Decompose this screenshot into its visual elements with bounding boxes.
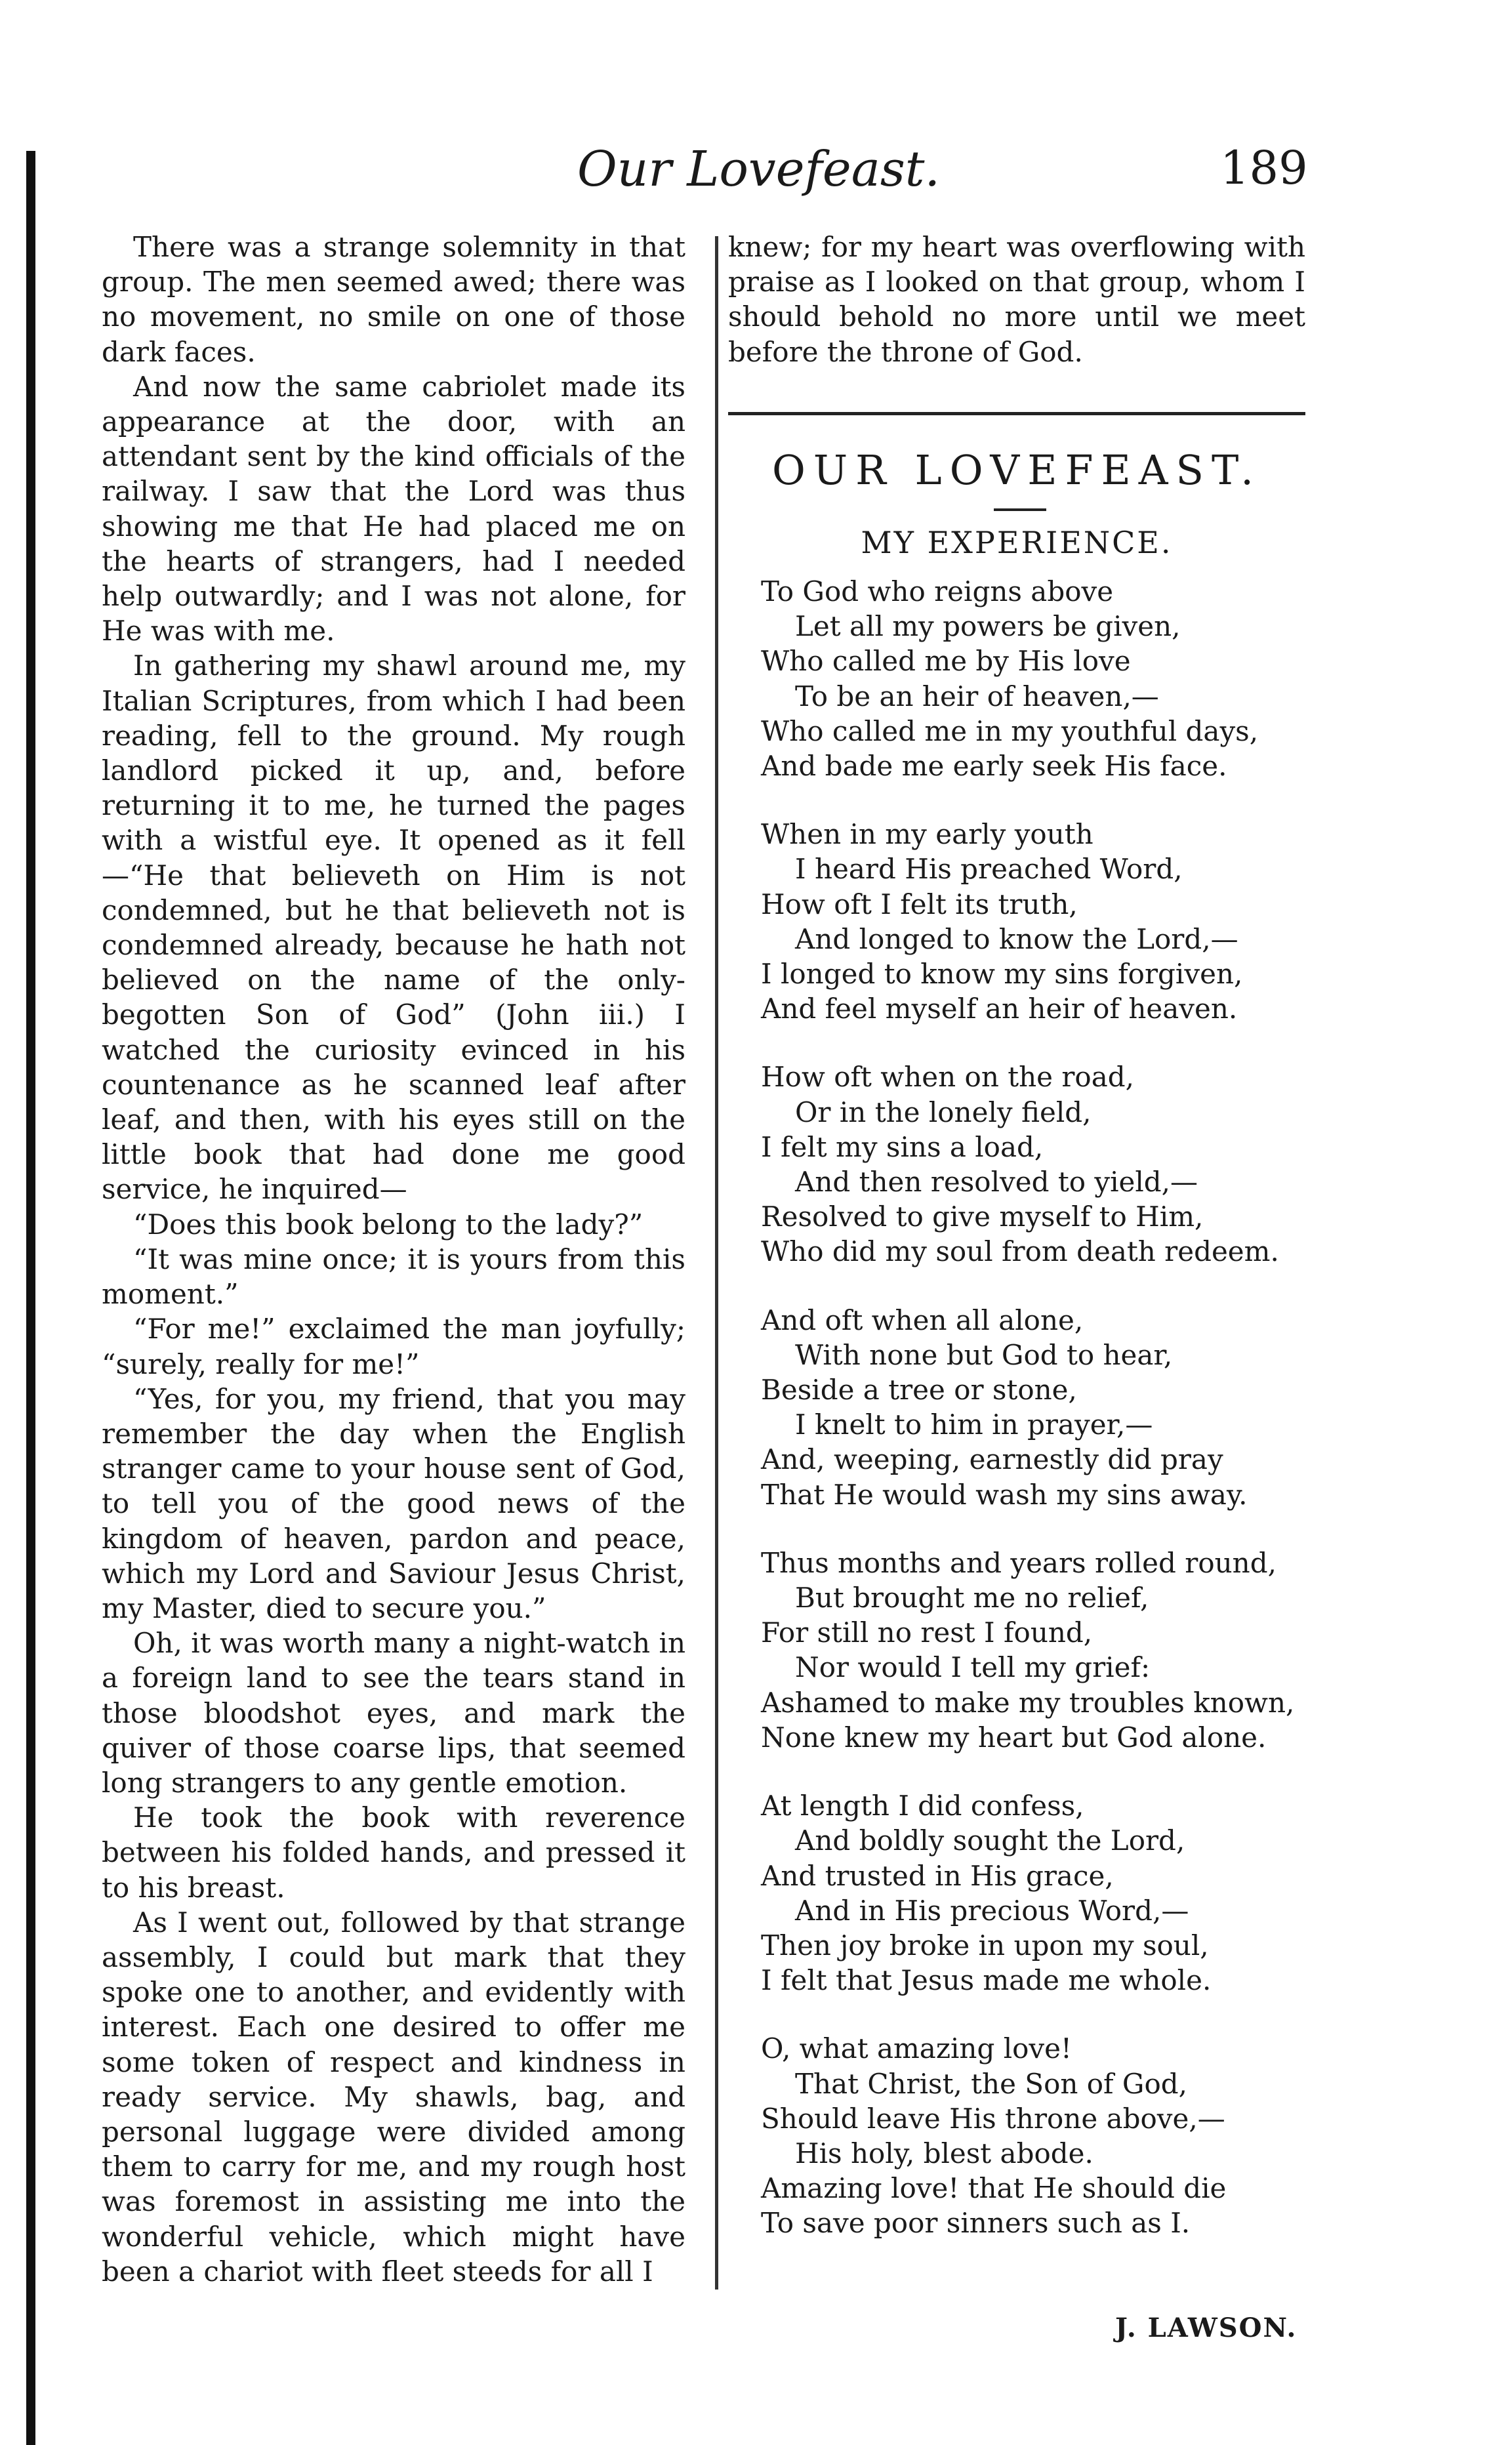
poem-line: And oft when all alone, — [761, 1304, 1084, 1336]
poem-title: OUR LOVEFEAST. — [772, 446, 1261, 494]
poem-line: Beside a tree or stone, — [761, 1374, 1077, 1407]
poem-line: I felt my sins a load, — [761, 1130, 1044, 1163]
paragraph: “It was mine once; it is yours from this moment.” — [102, 1243, 685, 1311]
poem-line: How oft I felt its truth, — [761, 888, 1078, 920]
poem-line: To God who reigns above — [761, 575, 1114, 607]
poem-line: To save poor sinners such as I. — [761, 2207, 1191, 2240]
poem-line: None knew my heart but God alone. — [761, 1721, 1267, 1754]
poem-line: And trusted in His grace, — [761, 1859, 1114, 1892]
column-divider — [715, 236, 718, 2290]
poem-line: At length I did confess, — [761, 1790, 1084, 1822]
poem-line: How oft when on the road, — [761, 1061, 1134, 1094]
paragraph: There was a strange solemnity in that group. The men seemed awed; there was no movement, no smile on one of those dark faces. — [102, 231, 685, 368]
poem-line: I longed to know my sins forgiven, — [761, 958, 1243, 991]
poem-line: Nor would I tell my grief: — [795, 1651, 1151, 1684]
poem-line: And bade me early seek His face. — [761, 750, 1227, 783]
poem-line: Or in the lonely field, — [795, 1096, 1092, 1128]
page-number: 189 — [1220, 141, 1308, 195]
poem-line: With none but God to hear, — [795, 1338, 1173, 1371]
poem-line: That He would wash my sins away. — [761, 1478, 1248, 1511]
poem-line: Then joy broke in upon my soul, — [761, 1929, 1209, 1962]
poem-line: To be an heir of heaven,— — [795, 680, 1159, 712]
stanza — [761, 574, 1338, 783]
poem-line: Who called me by His love — [761, 645, 1131, 678]
stanza — [761, 1059, 1338, 1269]
stanza — [761, 1546, 1338, 1755]
right-column — [728, 230, 1305, 369]
paragraph: “Does this book belong to the lady?” — [133, 1208, 644, 1241]
poem-line: O, what amazing love! — [761, 2032, 1072, 2065]
poem-line: Who called me in my youthful days, — [761, 714, 1259, 747]
poem-line: Ashamed to make my troubles known, — [761, 1686, 1295, 1719]
poem-author: J. LAWSON. — [1115, 2312, 1297, 2343]
poem-line: But brought me no relief, — [795, 1582, 1149, 1614]
title-divider — [994, 508, 1046, 511]
paragraph: In gathering my shawl around me, my Italian Scriptures, from which I had been reading, fell to the ground. My rough landlord picked it up, and, before returning it to me, he turned the pages with a wistful eye. It opened as it fell —“He that believeth on Him is not condemned, but he that believeth not is condemned already, because he hath not believed on the name of the only-begotten Son of God” (John iii.) I watched the curiosity evinced in his countenance as he scanned leaf after leaf, and then, with his eyes still on the little book that had done me good service, he inquired— — [102, 649, 685, 1206]
poem-line: Should leave His throne above,— — [761, 2102, 1225, 2135]
paragraph: He took the book with reverence between his folded hands, and pressed it to his breast. — [102, 1801, 685, 1904]
poem-subtitle: MY EXPERIENCE. — [861, 525, 1173, 560]
poem-line: Amazing love! that He should die — [761, 2172, 1227, 2205]
poem-line: For still no rest I found, — [761, 1616, 1093, 1649]
poem-line: His holy, blest abode. — [795, 2137, 1093, 2169]
poem-line: And feel myself an heir of heaven. — [761, 993, 1238, 1025]
poem-line: And, weeping, earnestly did pray — [761, 1443, 1223, 1476]
poem-line: Who did my soul from death redeem. — [761, 1235, 1279, 1268]
paragraph: As I went out, followed by that strange assembly, I could but mark that they spoke one to another, and evidently with interest. Each one desired to offer me some token of respect and kindness in ready service. My shawls, bag, and personal luggage were divided among them to carry for me, and my rough host was foremost in assisting me into the wonderful vehicle, which might have been a chariot with fleet steeds for all I — [102, 1906, 685, 2288]
stanza — [761, 817, 1338, 1026]
poem-line: And in His precious Word,— — [795, 1894, 1189, 1927]
poem-line: Thus months and years rolled round, — [761, 1546, 1277, 1579]
page-spine-shadow — [26, 151, 35, 2445]
poem-line: I knelt to him in prayer,— — [795, 1408, 1153, 1441]
stanza — [761, 1303, 1338, 1512]
poem-line: And then resolved to yield,— — [795, 1166, 1198, 1199]
paragraph: Oh, it was worth many a night-watch in a foreign land to see the tears stand in those bloodshot eyes, and mark the quiver of those coarse lips, that seemed long strangers to any gentle emotion. — [102, 1627, 685, 1799]
stanza — [761, 2031, 1338, 2240]
paragraph: “Yes, for you, my friend, that you may remember the day when the English stranger came to your house sent of God, to tell you of the good news of the kingdom of heaven, pardon and peace, which my Lord and Saviour Jesus Christ, my Master, died to secure you.” — [102, 1382, 685, 1624]
stanza — [761, 1788, 1338, 1998]
continued-paragraph: knew; for my heart was overflowing with praise as I looked on that group, whom I should behold no more until we meet before the throne of God. — [728, 231, 1305, 368]
poem-line: When in my early youth — [761, 818, 1093, 851]
poem-line: I heard His preached Word, — [795, 853, 1183, 886]
poem-body — [761, 574, 1338, 2274]
poem-line: I felt that Jesus made me whole. — [761, 1964, 1212, 1997]
running-header-title: Our Lovefeast. — [577, 141, 941, 197]
paragraph: “For me!” exclaimed the man joyfully; “surely, really for me!” — [102, 1313, 685, 1380]
poem-line: Resolved to give myself to Him, — [761, 1201, 1204, 1233]
poem-line: Let all my powers be given, — [795, 610, 1181, 643]
poem-line: And longed to know the Lord,— — [795, 922, 1238, 955]
paragraph: And now the same cabriolet made its appearance at the door, with an attendant sent by the kind officials of the railway. I saw that the Lord was thus showing me that He had placed me on the hearts of strangers, had I needed help outwardly; and I was not alone, for He was with me. — [102, 370, 685, 647]
left-column — [102, 230, 685, 2289]
poem-line: And boldly sought the Lord, — [795, 1824, 1185, 1857]
section-divider — [728, 412, 1305, 415]
poem-line: That Christ, the Son of God, — [795, 2067, 1188, 2100]
